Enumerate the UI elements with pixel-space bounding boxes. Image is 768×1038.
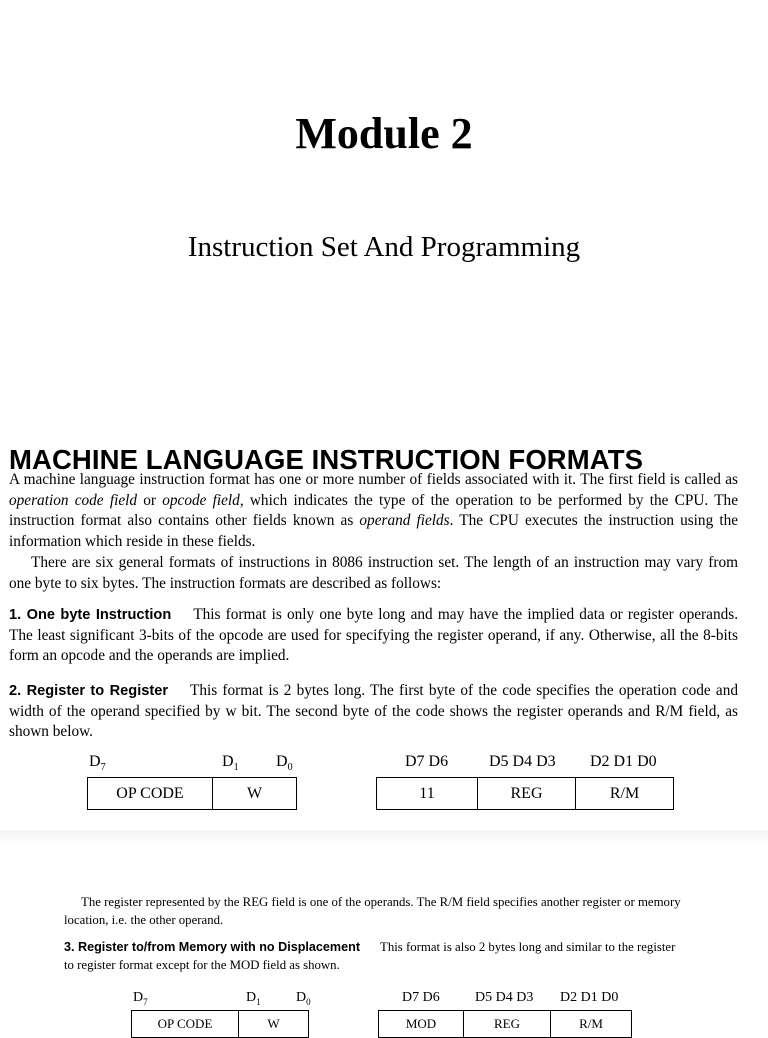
bit-label-d7-d6: D7 D6 [402,990,440,1005]
emphasized-term: opcode field [162,491,240,509]
byte1-format-table [87,777,297,810]
byte2-format-table [378,1010,632,1038]
text-run: or [137,491,163,509]
mod-cell: 11 [377,778,478,810]
bit-label-d0: $D_0$ [276,753,293,774]
format-2-label: 2. Register to Register [9,683,169,699]
emphasized-term: operand fields [359,512,450,530]
bit-label-d7-d6: D7 D6 [405,753,449,770]
byte1-format-table [131,1010,309,1038]
opcode-cell: OP CODE [88,778,213,810]
page-subtitle: Instruction Set And Programming [187,231,581,263]
emphasized-term: operation code field [9,491,138,509]
w-cell: W [239,1011,309,1038]
format-3-label: 3. Register to/from Memory with no Displacement [64,940,361,954]
text-run: . The CPU executes the instruction using the information which reside in these fields. [9,512,739,551]
page-divider [0,830,768,844]
bit-label-d5-d3: D5 D4 D3 [489,753,556,770]
format-3-paragraph [64,938,688,974]
bit-label-d1: $D_1$ [246,990,261,1007]
bit-label-d5-d3: D5 D4 D3 [475,990,534,1005]
format-1-text: This format is only one byte long and may have the implied data or register operands. The least significant 3-bits of the opcode are used for specifying the register operand, if any. Otherwise, all the 8-bits form an opcode and the operands are implied. [9,606,739,665]
text-run: , which indicates the type of the operation to be performed by the CPU. The instruction format also contains other fields known as [9,491,738,530]
format-1-label: 1. One byte Instruction [9,607,172,623]
intro-paragraph-2: There are six general formats of instructions in 8086 instruction set. The length of an instruction may vary from one byte to six bytes. The instruction formats are described as follows: [9,554,738,592]
w-cell: W [213,778,297,810]
bit-label-d2-d0: D2 D1 D0 [560,990,619,1005]
mod-cell: MOD [379,1011,464,1038]
format-3-text: This format is also 2 bytes long and similar to the register to register format except for the MOD field as shown. [64,940,676,972]
page-title: Module 2 [295,109,473,158]
bit-label-d0: $D_0$ [296,990,311,1007]
bit-label-d2-d0: D2 D1 D0 [590,753,657,770]
rm-cell: R/M [576,778,674,810]
intro-paragraph-1 [9,470,738,553]
format-2-text: This format is 2 bytes long. The first byte of the code specifies the operation code and width of the operand specified by w bit. The second byte of the code shows the register operands and R/M field, as shown below. [9,682,738,741]
reg-cell: REG [464,1011,551,1038]
bit-label-d1: $D_1$ [222,753,239,774]
opcode-cell: OP CODE [132,1011,239,1038]
byte2-format-table [376,777,674,810]
bit-label-d7: $D_7$ [89,753,106,774]
format-1-paragraph [9,605,738,667]
text-run: A machine language instruction format has one or more number of fields associated with it. The first field is called as [9,471,738,488]
bit-label-d7: $D_7$ [133,990,148,1007]
section-heading: MACHINE LANGUAGE INSTRUCTION FORMATS [9,444,644,475]
format-2-paragraph [9,681,738,743]
reg-cell: REG [478,778,576,810]
register-note-paragraph: The register represented by the REG field is one of the operands. The R/M field specifies another register or memory location, i.e. the other operand. [64,895,681,927]
rm-cell: R/M [551,1011,632,1038]
